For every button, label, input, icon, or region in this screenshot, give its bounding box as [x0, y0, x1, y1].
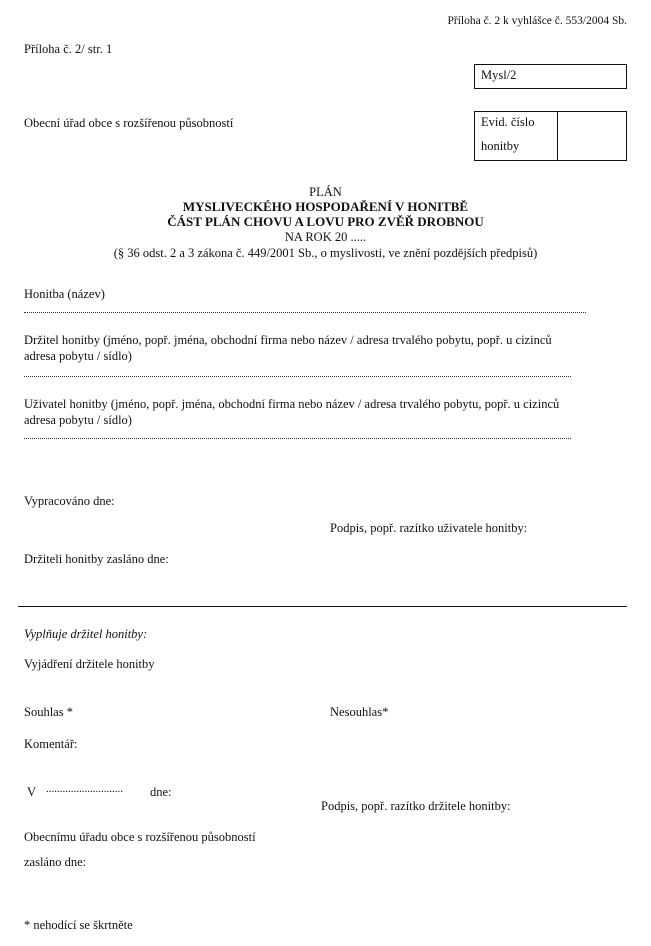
drzitel-label-line1: Držitel honitby (jméno, popř. jména, obchodní firma nebo název / adresa trvalého pobytu, popř. u cizinců [24, 333, 552, 347]
evid-number-field[interactable] [558, 112, 626, 160]
evid-label-line2: honitby [481, 139, 520, 153]
dne-label: dne: [150, 785, 172, 799]
vypracovano-label: Vypracováno dne: [24, 494, 115, 508]
title-year: NA ROK 20 ..... [284, 230, 367, 244]
section-divider [18, 606, 627, 607]
title-plan: PLÁN [309, 185, 342, 199]
page-reference: Příloha č. 2/ str. 1 [24, 42, 113, 56]
urad-label-line1: Obecnímu úřadu obce s rozšířenou působností [24, 830, 256, 844]
nesouhlas-option[interactable]: Nesouhlas* [330, 705, 389, 719]
vyjadreni-label: Vyjádření držitele honitby [24, 657, 155, 671]
drzitel-label-line2: adresa pobytu / sídlo) [24, 349, 132, 363]
form-code-box [474, 64, 627, 89]
komentar-label: Komentář: [24, 737, 78, 751]
podpis-uzivatel-label: Podpis, popř. razítko uživatele honitby: [330, 521, 528, 535]
honitba-label: Honitba (název) [24, 287, 105, 301]
uzivatel-field[interactable] [24, 438, 571, 439]
uzivatel-label-line1: Uživatel honitby (jméno, popř. jména, obchodní firma nebo název / adresa trvalého pobytu, popř. u cizinců [24, 397, 560, 411]
holder-instruction: Vyplňuje držitel honitby: [24, 627, 148, 641]
drzitel-field[interactable] [24, 376, 571, 377]
urad-label-line2: zasláno dne: [24, 855, 87, 869]
honitba-field[interactable] [24, 312, 586, 313]
podpis-drzitel-label: Podpis, popř. razítko držitele honitby: [321, 799, 511, 813]
authority-label: Obecní úřad obce s rozšířenou působností [24, 116, 234, 130]
zaslano-drziteli-label: Držiteli honitby zasláno dne: [24, 552, 169, 566]
v-place-field[interactable]: ............................ [46, 783, 123, 795]
v-label: V [27, 785, 37, 799]
title-main: MYSLIVECKÉHO HOSPODAŘENÍ V HONITBĚ [182, 199, 469, 214]
uzivatel-label-line2: adresa pobytu / sídlo) [24, 413, 132, 427]
evid-number-box [474, 111, 627, 161]
title-law-reference: (§ 36 odst. 2 a 3 zákona č. 449/2001 Sb., o myslivosti, ve znění pozdějších předpisů) [113, 246, 538, 260]
title-part: ČÁST PLÁN CHOVU A LOVU PRO ZVĚŘ DROBNOU [167, 214, 484, 229]
souhlas-option[interactable]: Souhlas * [24, 705, 73, 719]
form-code: Mysl/2 [481, 68, 517, 82]
footnote: * nehodící se škrtněte [24, 918, 133, 932]
evid-label-line1: Evid. číslo [481, 115, 535, 129]
annex-reference: Příloha č. 2 k vyhlášce č. 553/2004 Sb. [447, 15, 627, 27]
